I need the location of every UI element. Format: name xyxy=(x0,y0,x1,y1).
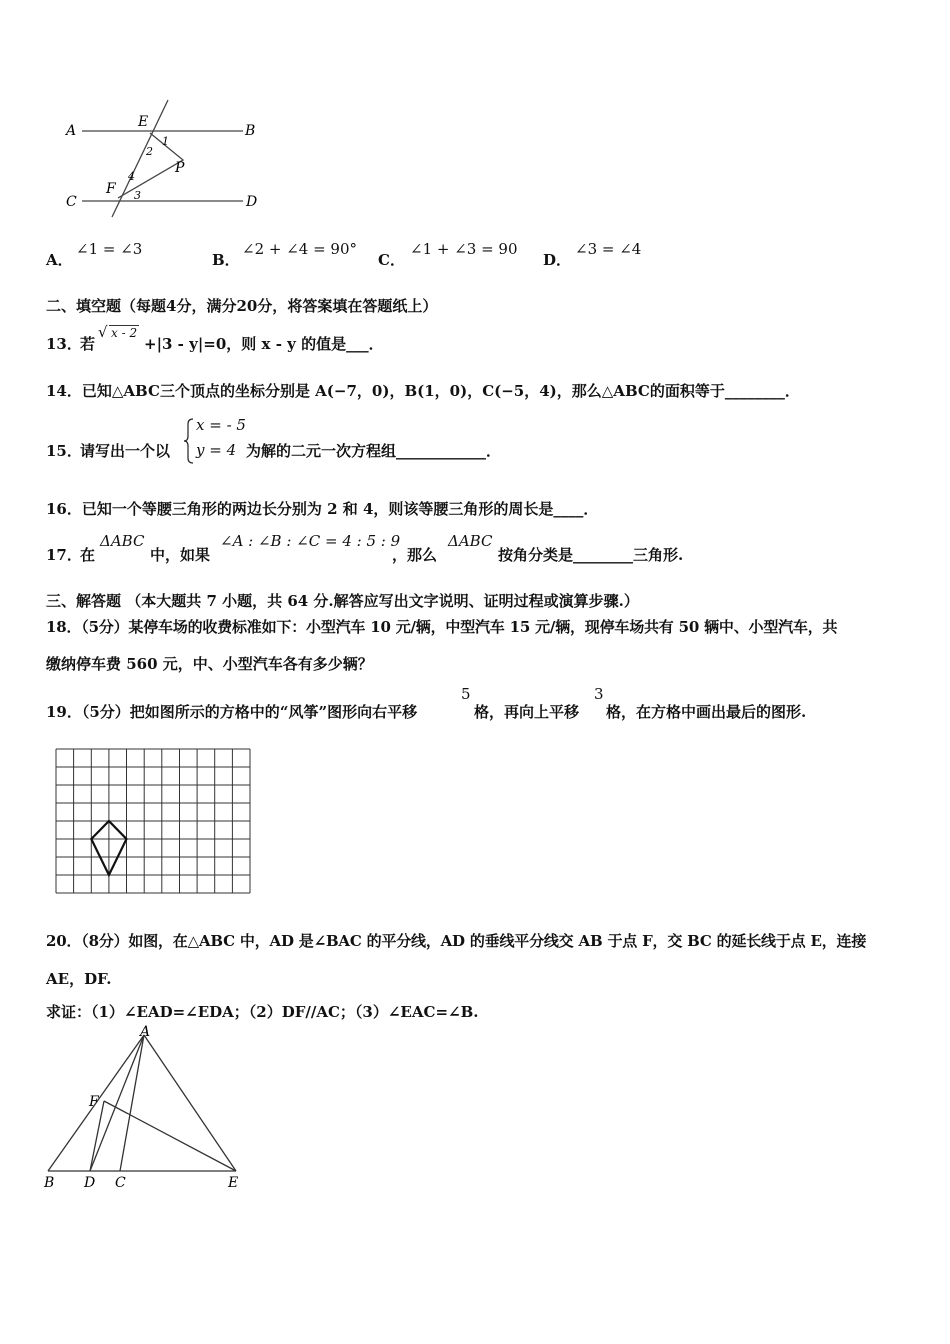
option-letter: A． xyxy=(46,251,73,269)
option-expression: ∠1 = ∠3 xyxy=(76,240,143,258)
segment-df xyxy=(90,1101,104,1171)
label-b: B xyxy=(44,1175,55,1191)
label-c: C xyxy=(115,1175,126,1191)
question-text: 格，再向上平移 xyxy=(474,703,580,721)
label-d: D xyxy=(246,194,258,210)
question-text: 中，如果 xyxy=(150,546,211,564)
label-b: B xyxy=(245,123,256,139)
question-20-prove: 求证：（1）∠EAD=∠EDA；（2）DF//AC；（3）∠EAC=∠B. xyxy=(46,1003,479,1021)
question-text: 为解的二元一次方程组____________． xyxy=(246,442,502,460)
label-a: A xyxy=(66,123,77,139)
label-4: 4 xyxy=(128,170,135,183)
question-text: 在 xyxy=(80,546,96,564)
question-text: 格，在方格中画出最后的图形. xyxy=(606,703,807,721)
question-text: 若 xyxy=(80,335,96,353)
option-expression: ∠3 = ∠4 xyxy=(575,240,642,258)
angle-ratio: ∠A : ∠B : ∠C = 4 : 5 : 9 xyxy=(220,532,401,550)
segment-fe xyxy=(104,1101,236,1171)
brace-icon xyxy=(184,418,194,464)
label-d: D xyxy=(84,1175,96,1191)
question-number: 13． xyxy=(46,335,82,353)
question-text: 请写出一个以 xyxy=(80,442,171,460)
question-20-line-2: AE，DF. xyxy=(46,970,112,988)
question-19 xyxy=(46,685,866,719)
kite-grid-figure xyxy=(55,748,255,898)
question-number: 17． xyxy=(46,546,82,564)
question-15 xyxy=(46,416,546,466)
question-14: 14．已知△ABC三个顶点的坐标分别是 A(−7，0)，B(1，0)，C(−5，4)，那么△ABC的面积等于________． xyxy=(46,382,800,400)
grid-lines xyxy=(56,749,250,893)
segment-ae xyxy=(144,1035,236,1171)
question-17 xyxy=(46,532,746,566)
label-f: F xyxy=(106,181,116,197)
option-a[interactable] xyxy=(46,240,196,269)
question-18-line-2: 缴纳停车费 560 元，中、小型汽车各有多少辆？ xyxy=(46,655,373,673)
question-number: 15． xyxy=(46,442,82,460)
section-heading-fill-in: 二、填空题（每题4分，满分20分，将答案填在答题纸上） xyxy=(46,297,438,315)
triangle-abc: ΔABC xyxy=(448,532,493,550)
label-e: E xyxy=(228,1175,239,1191)
equation-1: x = - 5 xyxy=(196,416,246,434)
question-text: ，那么 xyxy=(392,546,438,564)
option-c[interactable] xyxy=(378,240,538,269)
label-3: 3 xyxy=(134,189,141,202)
label-a: A xyxy=(140,1025,151,1040)
option-expression: ∠2 + ∠4 = 90° xyxy=(242,240,358,258)
sqrt-symbol: √ xyxy=(98,323,108,341)
question-text: 按角分类是________三角形. xyxy=(498,546,684,564)
triangle-figure xyxy=(40,1025,255,1195)
question-text: 19．（5分）把如图所示的方格中的“风筝”图形向右平移 xyxy=(46,703,418,721)
triangle-abc: ΔABC xyxy=(100,532,145,550)
option-d[interactable] xyxy=(543,240,683,269)
label-p: P xyxy=(175,160,185,176)
parallel-lines-figure xyxy=(60,95,270,220)
question-18-line-1: 18．（5分）某停车场的收费标准如下：小型汽车 10 元/辆，中型汽车 15 元/辆，现停车场共有 50 辆中、小型汽车，共 xyxy=(46,618,838,636)
label-c: C xyxy=(66,194,77,210)
radicand: x - 2 xyxy=(111,326,138,340)
option-letter: D． xyxy=(543,251,572,269)
ray-ep-pf xyxy=(118,133,183,198)
question-text: +|3 - y|=0，则 x - y 的值是___． xyxy=(144,335,384,353)
question-13 xyxy=(46,323,446,353)
question-20-line-1: 20．（8分）如图，在△ABC 中，AD 是∠BAC 的平分线，AD 的垂线平分线交 AB 于点 F，交 BC 的延长线于点 E，连接 xyxy=(46,932,867,950)
shift-right-count: 5 xyxy=(461,685,471,703)
equation-2: y = 4 xyxy=(196,441,237,459)
segment-ac xyxy=(120,1035,144,1171)
section-heading-solutions: 三、解答题 （本大题共 7 小题，共 64 分.解答应写出文字说明、证明过程或演算步骤.） xyxy=(46,592,639,610)
option-letter: B． xyxy=(212,251,240,269)
shift-up-count: 3 xyxy=(594,685,604,703)
label-2: 2 xyxy=(146,145,153,158)
label-1: 1 xyxy=(162,135,169,148)
option-expression: ∠1 + ∠3 = 90 xyxy=(410,240,518,258)
question-16: 16．已知一个等腰三角形的两边长分别为 2 和 4，则该等腰三角形的周长是____． xyxy=(46,500,599,518)
option-b[interactable] xyxy=(212,240,372,269)
option-letter: C． xyxy=(378,251,405,269)
label-f: F xyxy=(89,1094,99,1110)
label-e: E xyxy=(138,114,149,130)
